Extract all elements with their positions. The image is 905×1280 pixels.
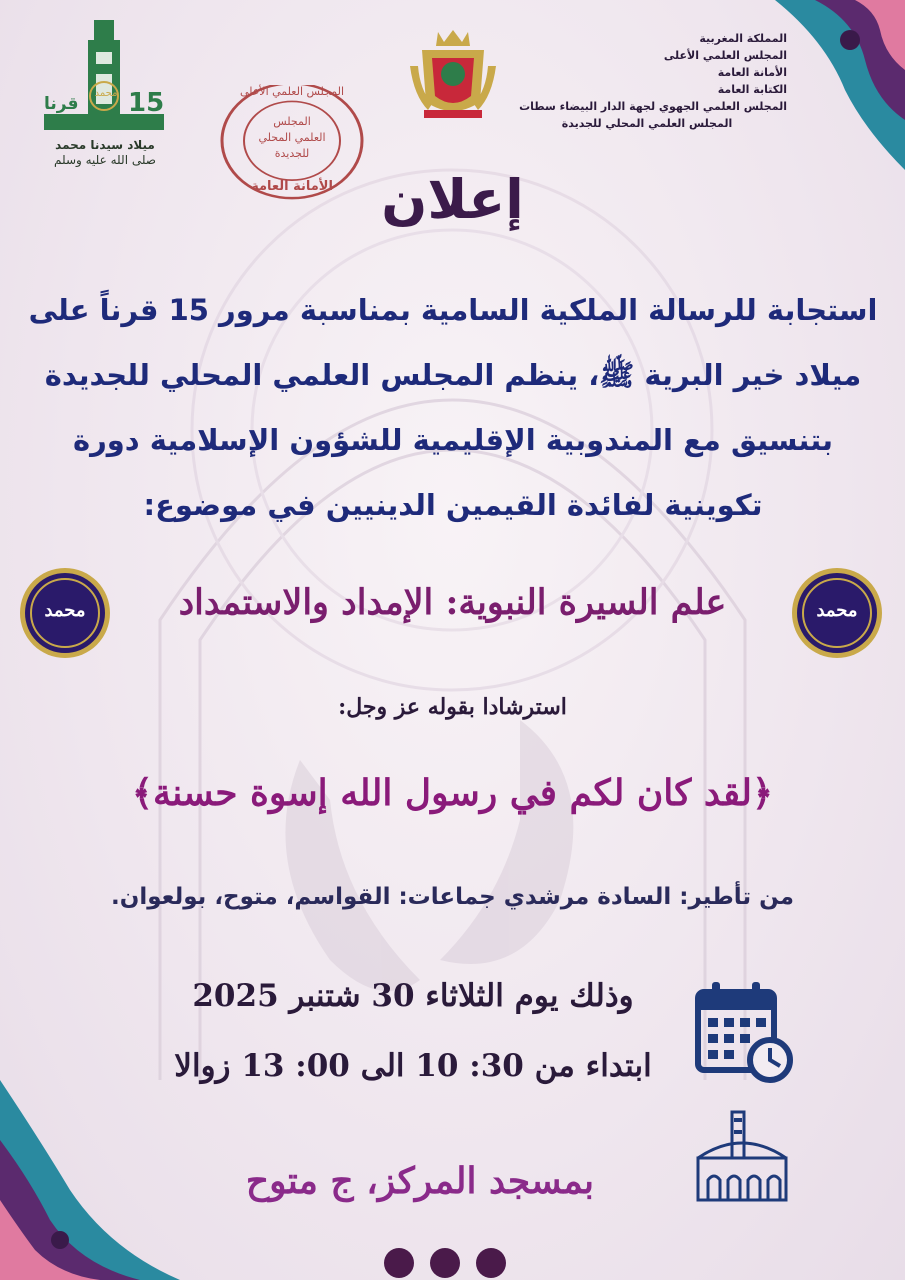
page-title: إعلان [381, 168, 524, 231]
muhammad-seal-icon-left [18, 566, 112, 660]
stamp-inner-line2: العلمي المحلي [258, 131, 326, 144]
royal-emblem-icon [408, 26, 498, 122]
dot-1 [384, 1248, 414, 1278]
framing-by: من تأطير: السادة مرشدي جماعات: القواسم، متوح، بولعوان. [110, 884, 795, 910]
seal-right-text: محمد [816, 600, 858, 621]
anniversary-name-calligraphy: محمد [94, 88, 118, 99]
stamp-inner-line1: المجلس [273, 115, 311, 128]
course-topic: علم السيرة النبوية: الإمداد والاستمداد [178, 582, 727, 623]
decorative-dots [384, 1244, 564, 1280]
muhammad-seal-icon-right [790, 566, 884, 660]
event-location: بمسجد المركز، ج متوح [245, 1160, 595, 1202]
anniversary-number: 15 [128, 88, 165, 118]
header-line-general-secretariat: الأمانة العامة [717, 66, 787, 79]
header-institution-block [507, 30, 787, 132]
seal-left-text: محمد [44, 600, 86, 621]
paragraph-line-3: بتنسيق مع المندوبية الإقليمية للشؤون الإسلامية دورة [72, 423, 834, 457]
header-line-local-council: المجلس العلمي المحلي للجديدة [561, 117, 733, 130]
mosque-icon [694, 1108, 790, 1204]
paragraph-line-4: تكوينية لفائدة القيمين الدينيين في موضوع: [143, 488, 763, 522]
dot-2 [430, 1248, 460, 1278]
guided-by-intro: استرشادا بقوله عز وجل: [338, 694, 567, 720]
dot-3 [476, 1248, 506, 1278]
stamp-inner-line3: للجديدة [274, 147, 310, 160]
paragraph-line-2: ميلاد خير البرية ﷺ، ينظم المجلس العلمي المحلي للجديدة [44, 358, 862, 392]
anniversary-caption [30, 138, 180, 168]
stamp-bottom-text: الأمانة العامة [251, 179, 333, 194]
anniversary-caption-line1: ميلاد سيدنا محمد [55, 138, 155, 152]
event-date: وذلك يوم الثلاثاء 30 شتنبر 2025 [192, 978, 634, 1014]
stamp-outer-text: المجلس العلمي الأعلى [239, 85, 345, 98]
event-time: ابتداء من 30: 10 الى 00: 13 زوالا [174, 1048, 652, 1084]
header-line-supreme-council: المجلس العلمي الأعلى [663, 49, 787, 62]
announcement-paragraph [28, 278, 878, 538]
header-line-secretary-general: الكتابة العامة [717, 83, 787, 96]
header-line-kingdom: المملكة المغربية [699, 32, 787, 45]
paragraph-line-1: استجابة للرسالة الملكية السامية بمناسبة مرور 15 قرناً على [28, 293, 878, 327]
quran-verse: ﴿لقد كان لكم في رسول الله إسوة حسنة﴾ [131, 772, 774, 814]
calendar-clock-icon [694, 980, 794, 1084]
header-line-regional-council: المجلس العلمي الجهوي لجهة الدار البيضاء سطات [519, 100, 787, 113]
corner-ornament-bottom-left [0, 1080, 180, 1280]
anniversary-word: قرنا [44, 94, 79, 114]
anniversary-caption-line2: صلى الله عليه وسلم [54, 153, 156, 167]
